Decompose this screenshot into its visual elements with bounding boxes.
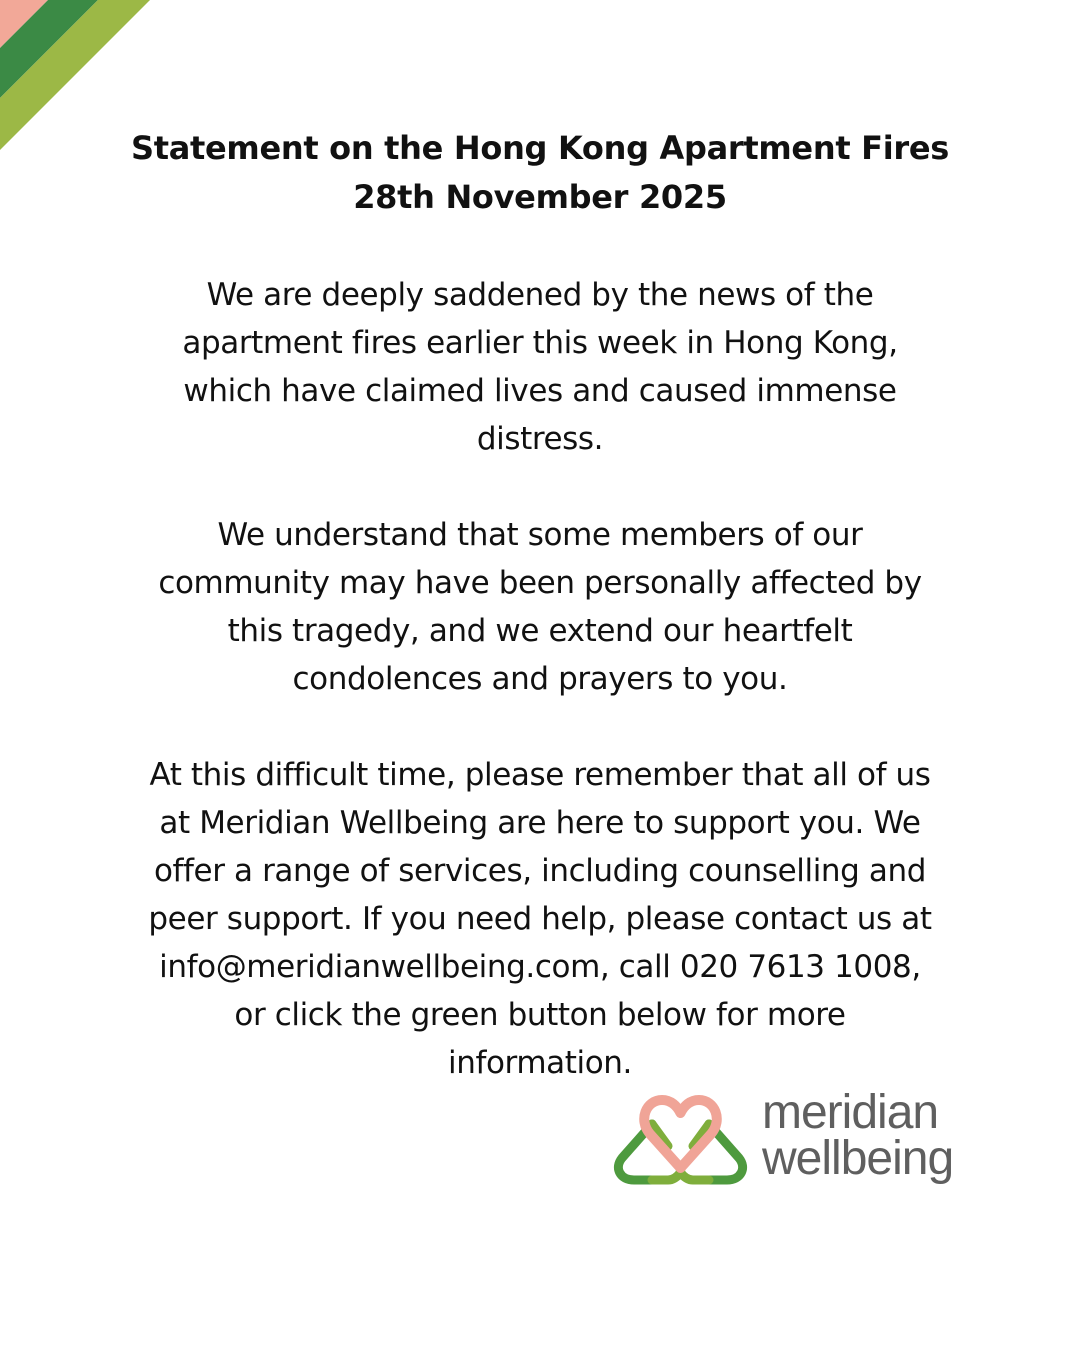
logo-word-meridian: meridian — [762, 1086, 939, 1139]
paragraph-line: We are deeply saddened by the news of the — [206, 277, 874, 313]
paragraph-line: which have claimed lives and caused immense — [183, 373, 897, 409]
paragraph-support — [60, 751, 1020, 1087]
logo-word-wellbeing: wellbeing — [762, 1132, 954, 1185]
paragraph-condolence — [60, 271, 1020, 463]
paragraph-line: We understand that some members of our — [217, 517, 863, 553]
paragraph-line: information. — [448, 1045, 632, 1081]
logo-wordmark — [762, 1086, 954, 1185]
paragraph-line: apartment fires earlier this week in Hong Kong, — [182, 325, 898, 361]
paragraph-line: condolences and prayers to you. — [292, 661, 788, 697]
paragraph-line: community may have been personally affected by — [158, 565, 922, 601]
statement-title — [60, 124, 1020, 222]
statement-title-line: Statement on the Hong Kong Apartment Fires — [130, 129, 950, 167]
paragraph-line: offer a range of services, including counselling and — [153, 853, 927, 889]
contact-line: info@meridianwellbeing.com, call 020 7613 1008, — [159, 949, 921, 985]
heart-waves-icon — [608, 1090, 753, 1190]
paragraph-line: or click the green button below for more — [234, 997, 846, 1033]
statement-date: 28th November 2025 — [353, 178, 727, 216]
paragraph-line: this tragedy, and we extend our heartfelt — [227, 613, 853, 649]
meridian-wellbeing-logo — [608, 1086, 988, 1200]
paragraph-community — [60, 511, 1020, 703]
paragraph-line: peer support. If you need help, please contact us at — [148, 901, 932, 937]
paragraph-line: distress. — [476, 421, 604, 457]
paragraph-line: At this difficult time, please remember that all of us — [149, 757, 931, 793]
paragraph-line: at Meridian Wellbeing are here to support you. We — [159, 805, 921, 841]
